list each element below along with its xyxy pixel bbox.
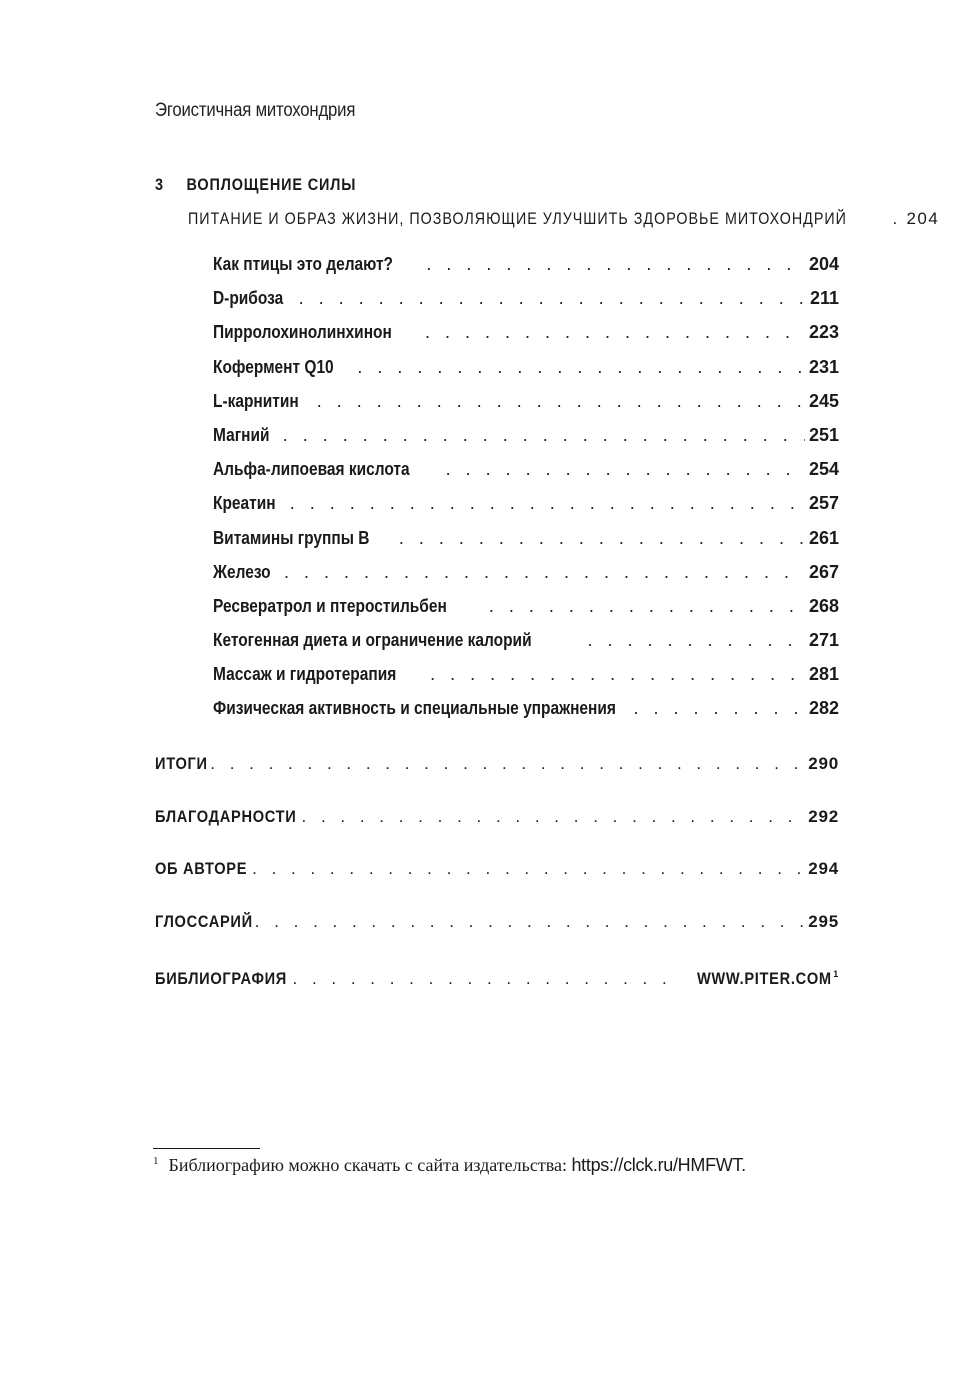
toc-entry-label: Кетогенная диета и ограничение калорий (213, 630, 532, 651)
footnote-link[interactable]: https://clck.ru/HMFWT. (571, 1155, 746, 1175)
toc-section-page: 294 (808, 859, 839, 879)
toc-section-page: 290 (808, 754, 839, 773)
dot-leader (283, 421, 805, 449)
dot-leader (293, 965, 672, 993)
toc-entry-label: L-карнитин (213, 390, 299, 411)
dot-leader (290, 489, 805, 517)
toc-entry-label: Кофермент Q10 (213, 356, 334, 377)
toc-entry-page: 254 (808, 459, 839, 480)
toc-entry-page: 231 (808, 356, 839, 377)
toc-entry-label: Альфа-липоевая кислота (213, 459, 410, 480)
dot-leader (425, 318, 805, 346)
toc-entry-page: 282 (808, 698, 839, 719)
dot-leader (430, 660, 805, 688)
dot-leader (446, 455, 805, 483)
toc-entry-label: Железо (213, 561, 271, 582)
toc-section-label: ОБ АВТОРЕ (155, 859, 248, 879)
toc-entry-page: 211 (809, 288, 839, 309)
toc-section-entry[interactable] (155, 750, 839, 803)
toc-section-page: WWW.PITER.COM$^1$ (697, 969, 839, 989)
toc-section-label: БИБЛИОГРАФИЯ (155, 969, 288, 989)
toc-entry[interactable] (213, 250, 839, 284)
chapter-subtitle-row (188, 209, 940, 229)
toc-entry-label: Массаж и гидротерапия (213, 664, 397, 685)
dot-leader (299, 284, 806, 312)
toc-section-entry[interactable] (155, 803, 839, 856)
toc-entry[interactable] (213, 421, 839, 455)
toc-entry-label: Магний (213, 424, 270, 445)
footnote-text: Библиографию можно скачать с сайта издательства: (168, 1155, 572, 1175)
toc-entry-page: 261 (808, 527, 839, 548)
footnote-ref: 1 (833, 969, 839, 980)
toc-section-entry[interactable] (155, 908, 839, 961)
chapter-heading (155, 175, 356, 195)
dot-leader (302, 803, 805, 831)
toc-entry[interactable] (213, 694, 839, 728)
toc-section-page: 292 (808, 806, 839, 826)
dot-leader (284, 558, 805, 586)
toc-entry-page: 223 (808, 322, 839, 343)
toc-entry-page: 281 (808, 664, 839, 685)
toc-entry-page: 268 (808, 595, 839, 616)
toc-section-entry[interactable] (155, 960, 839, 1013)
toc-entry-page: 257 (808, 493, 839, 514)
toc-entry-label: Ресвератрол и птеростильбен (213, 595, 447, 616)
toc-subentries (213, 250, 839, 729)
toc-entry-label: Физическая активность и специальные упражнения (213, 698, 616, 719)
dot-leader (587, 626, 805, 654)
toc-sections (155, 750, 839, 1013)
chapter-title: ВОПЛОЩЕНИЕ СИЛЫ (186, 175, 357, 194)
toc-entry-label: Креатин (213, 493, 276, 514)
toc-entry[interactable] (213, 558, 839, 592)
dot-leader (426, 250, 805, 278)
toc-section-label: ИТОГИ (155, 754, 208, 773)
footnote-mark: 1 (153, 1155, 159, 1167)
footnote (153, 1155, 853, 1176)
toc-entry-label: D-рибоза (213, 288, 284, 309)
toc-entry[interactable] (213, 455, 839, 489)
toc-entry[interactable] (213, 318, 839, 352)
dot-leader (634, 694, 805, 722)
toc-entry-page: 204 (808, 254, 839, 274)
chapter-subtitle: ПИТАНИЕ И ОБРАЗ ЖИЗНИ, ПОЗВОЛЯЮЩИЕ УЛУЧШИТЬ ЗДОРОВЬЕ МИТОХОНДРИЙ (188, 209, 847, 228)
dot-leader (357, 353, 805, 381)
toc-entry[interactable] (213, 592, 839, 626)
toc-entry[interactable] (213, 387, 839, 421)
toc-entry-page: 245 (808, 390, 839, 411)
toc-entry-label: Пирролохинолинхинон (213, 322, 392, 343)
dot-leader (210, 750, 804, 778)
toc-entry[interactable] (213, 489, 839, 523)
chapter-number: 3 (155, 175, 164, 194)
dot-leader (892, 209, 902, 229)
dot-leader (252, 855, 804, 883)
toc-section-label: БЛАГОДАРНОСТИ (155, 806, 297, 826)
toc-entry-label: Витамины группы B (213, 527, 370, 548)
toc-section-entry[interactable] (155, 855, 839, 908)
toc-entry-page: 267 (808, 561, 839, 582)
dot-leader (399, 524, 805, 552)
running-head: Эгоистичная митохондрия (155, 100, 356, 121)
dot-leader (317, 387, 805, 415)
toc-entry[interactable] (213, 626, 839, 660)
toc-entry[interactable] (213, 353, 839, 387)
toc-entry-page: 251 (808, 424, 839, 445)
toc-entry-label: Как птицы это делают? (213, 254, 394, 274)
toc-section-label: ГЛОССАРИЙ (155, 911, 253, 931)
toc-entry[interactable] (213, 660, 839, 694)
toc-entry-page: 271 (808, 630, 839, 651)
page-number: 204 (906, 209, 940, 228)
toc-section-page: 295 (808, 911, 839, 931)
footnote-divider (153, 1148, 260, 1149)
toc-entry[interactable] (213, 524, 839, 558)
dot-leader (255, 908, 804, 936)
dot-leader (489, 592, 805, 620)
toc-entry[interactable] (213, 284, 839, 318)
